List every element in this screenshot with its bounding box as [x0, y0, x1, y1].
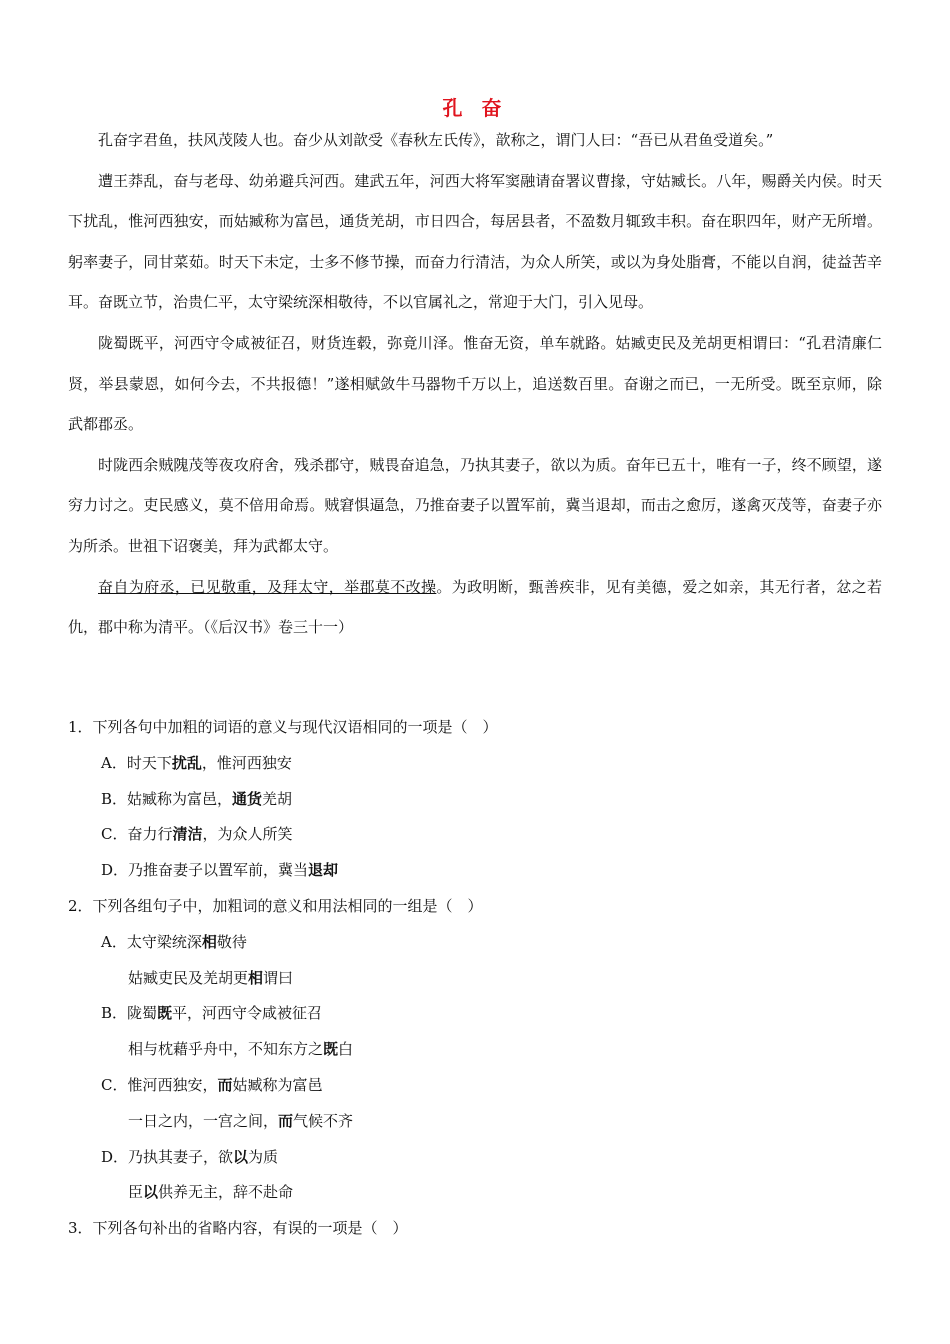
bold-term: 退却 [308, 861, 339, 880]
option-text: 一日之内，一宫之间， [128, 1111, 279, 1130]
option-text: D．乃执其妻子，欲 [101, 1147, 234, 1166]
question-2-option-d-line-2 [68, 1175, 882, 1211]
bold-term: 以 [143, 1183, 159, 1202]
question-2-option-d-line-1 [68, 1140, 882, 1176]
option-text: A．太守梁统深 [101, 932, 202, 951]
option-text: 供养无主，辞不赴命 [158, 1183, 294, 1202]
question-3-stem: 3．下列各句补出的省略内容，有误的一项是（ ） [68, 1219, 408, 1238]
option-text: 姑臧吏民及羌胡更 [128, 968, 249, 987]
classical-passage [68, 120, 882, 648]
option-text: 姑臧称为富邑 [232, 1075, 323, 1094]
option-text: 相与枕藉乎舟中，不知东方之 [128, 1040, 324, 1059]
bold-term: 相 [248, 968, 264, 987]
option-text: 谓曰 [263, 968, 294, 987]
passage-paragraph-2: 遭王莽乱，奋与老母、幼弟避兵河西。建武五年，河西大将军窦融请奋署议曹掾，守姑臧长。八年，赐爵关内侯。时天下扰乱，惟河西独安，而姑臧称为富邑，通货羌胡，市日四合，每居县者，不盈数月辄致丰积。奋在职四年，财产无所增。躬率妻子，同甘菜茹。时天下未定，士多不修节操，而奋力行清洁，为众人所笑，或以为身处脂膏，不能以自润，徒益苦辛耳。奋既立节，治贵仁平，太守梁统深相敬待，不以官属礼之，常迎于大门，引入见母。 [68, 171, 882, 312]
questions-section [68, 710, 882, 1247]
bold-term: 而 [278, 1111, 294, 1130]
underlined-sentence: 奋自为府丞，已见敬重，及拜太守，举郡莫不改操 [98, 577, 437, 596]
question-2-option-b-line-2 [68, 1032, 882, 1068]
option-text: B．姑臧称为富邑， [101, 789, 233, 808]
bold-term: 既 [323, 1040, 339, 1059]
bold-term: 通货 [232, 789, 263, 808]
passage-paragraph-4: 时陇西余贼隗茂等夜攻府舍，残杀郡守，贼畏奋追急，乃执其妻子，欲以为质。奋年已五十，唯有一子，终不顾望，遂穷力讨之。吏民感义，莫不倍用命焉。贼窘惧逼急，乃推奋妻子以置军前，冀当退却，而击之愈厉，遂禽灭茂等，奋妻子亦为所杀。世祖下诏褒美，拜为武都太守。 [68, 455, 882, 555]
question-1-option-a [68, 746, 882, 782]
bold-term: 以 [233, 1147, 249, 1166]
option-text: 平，河西守令咸被征召 [172, 1004, 323, 1023]
option-text: C．惟河西独安， [101, 1075, 218, 1094]
option-text: 臣 [128, 1183, 144, 1202]
question-2-option-b-line-1 [68, 996, 882, 1032]
question-1-option-b [68, 782, 882, 818]
bold-term: 扰乱 [171, 753, 202, 772]
option-text: B．陇蜀 [101, 1004, 158, 1023]
question-1-stem: 1．下列各句中加粗的词语的意义与现代汉语相同的一项是（ ） [68, 718, 498, 736]
option-text: 为质 [248, 1147, 279, 1166]
option-text: D．乃推奋妻子以置军前，冀当 [101, 861, 309, 880]
bold-term: 而 [217, 1075, 233, 1094]
bold-term: 清洁 [172, 825, 203, 844]
passage-paragraph-1: 孔奋字君鱼，扶风茂陵人也。奋少从刘歆受《春秋左氏传》，歆称之，谓门人曰：“吾已从君鱼受道矣。” [98, 131, 774, 149]
question-1-option-d [68, 853, 882, 889]
question-2-option-c-line-1 [68, 1068, 882, 1104]
passage-paragraph-5 [68, 567, 882, 648]
option-text: ，惟河西独安 [201, 753, 292, 772]
passage-paragraph-3: 陇蜀既平，河西守令咸被征召，财货连毂，弥竟川泽。惟奋无资，单车就路。姑臧吏民及羌胡更相谓曰：“孔君清廉仁贤，举县蒙恩，如何今去，不共报德！”遂相赋敛牛马器物千万以上，追送数百里。奋谢之而已，一无所受。既至京师，除武都郡丞。 [68, 333, 882, 434]
option-text: A．时天下 [101, 753, 172, 772]
page-title: 孔 奋 [442, 96, 508, 120]
bold-term: 相 [201, 932, 217, 951]
option-text: 白 [338, 1040, 354, 1059]
option-text: 羌胡 [262, 789, 293, 808]
option-text: ，为众人所笑 [202, 825, 293, 844]
option-text: C．奋力行 [101, 825, 173, 844]
question-2-option-a-line-2 [68, 961, 882, 997]
question-2-option-c-line-2 [68, 1104, 882, 1140]
question-1-option-c [68, 817, 882, 853]
question-2-stem: 2．下列各组句子中，加粗词的意义和用法相同的一组是（ ） [68, 896, 483, 915]
option-text: 敬待 [216, 932, 247, 951]
bold-term: 既 [157, 1004, 173, 1023]
option-text: 气候不齐 [293, 1111, 354, 1130]
question-2-option-a-line-1 [68, 925, 882, 961]
paragraph-5-rest: 。为政明断，甄善疾非，见有美德，爱之如亲，其无行者，忿之若仇，郡中称为清平。（《后汉书》卷三十一） [68, 577, 882, 637]
